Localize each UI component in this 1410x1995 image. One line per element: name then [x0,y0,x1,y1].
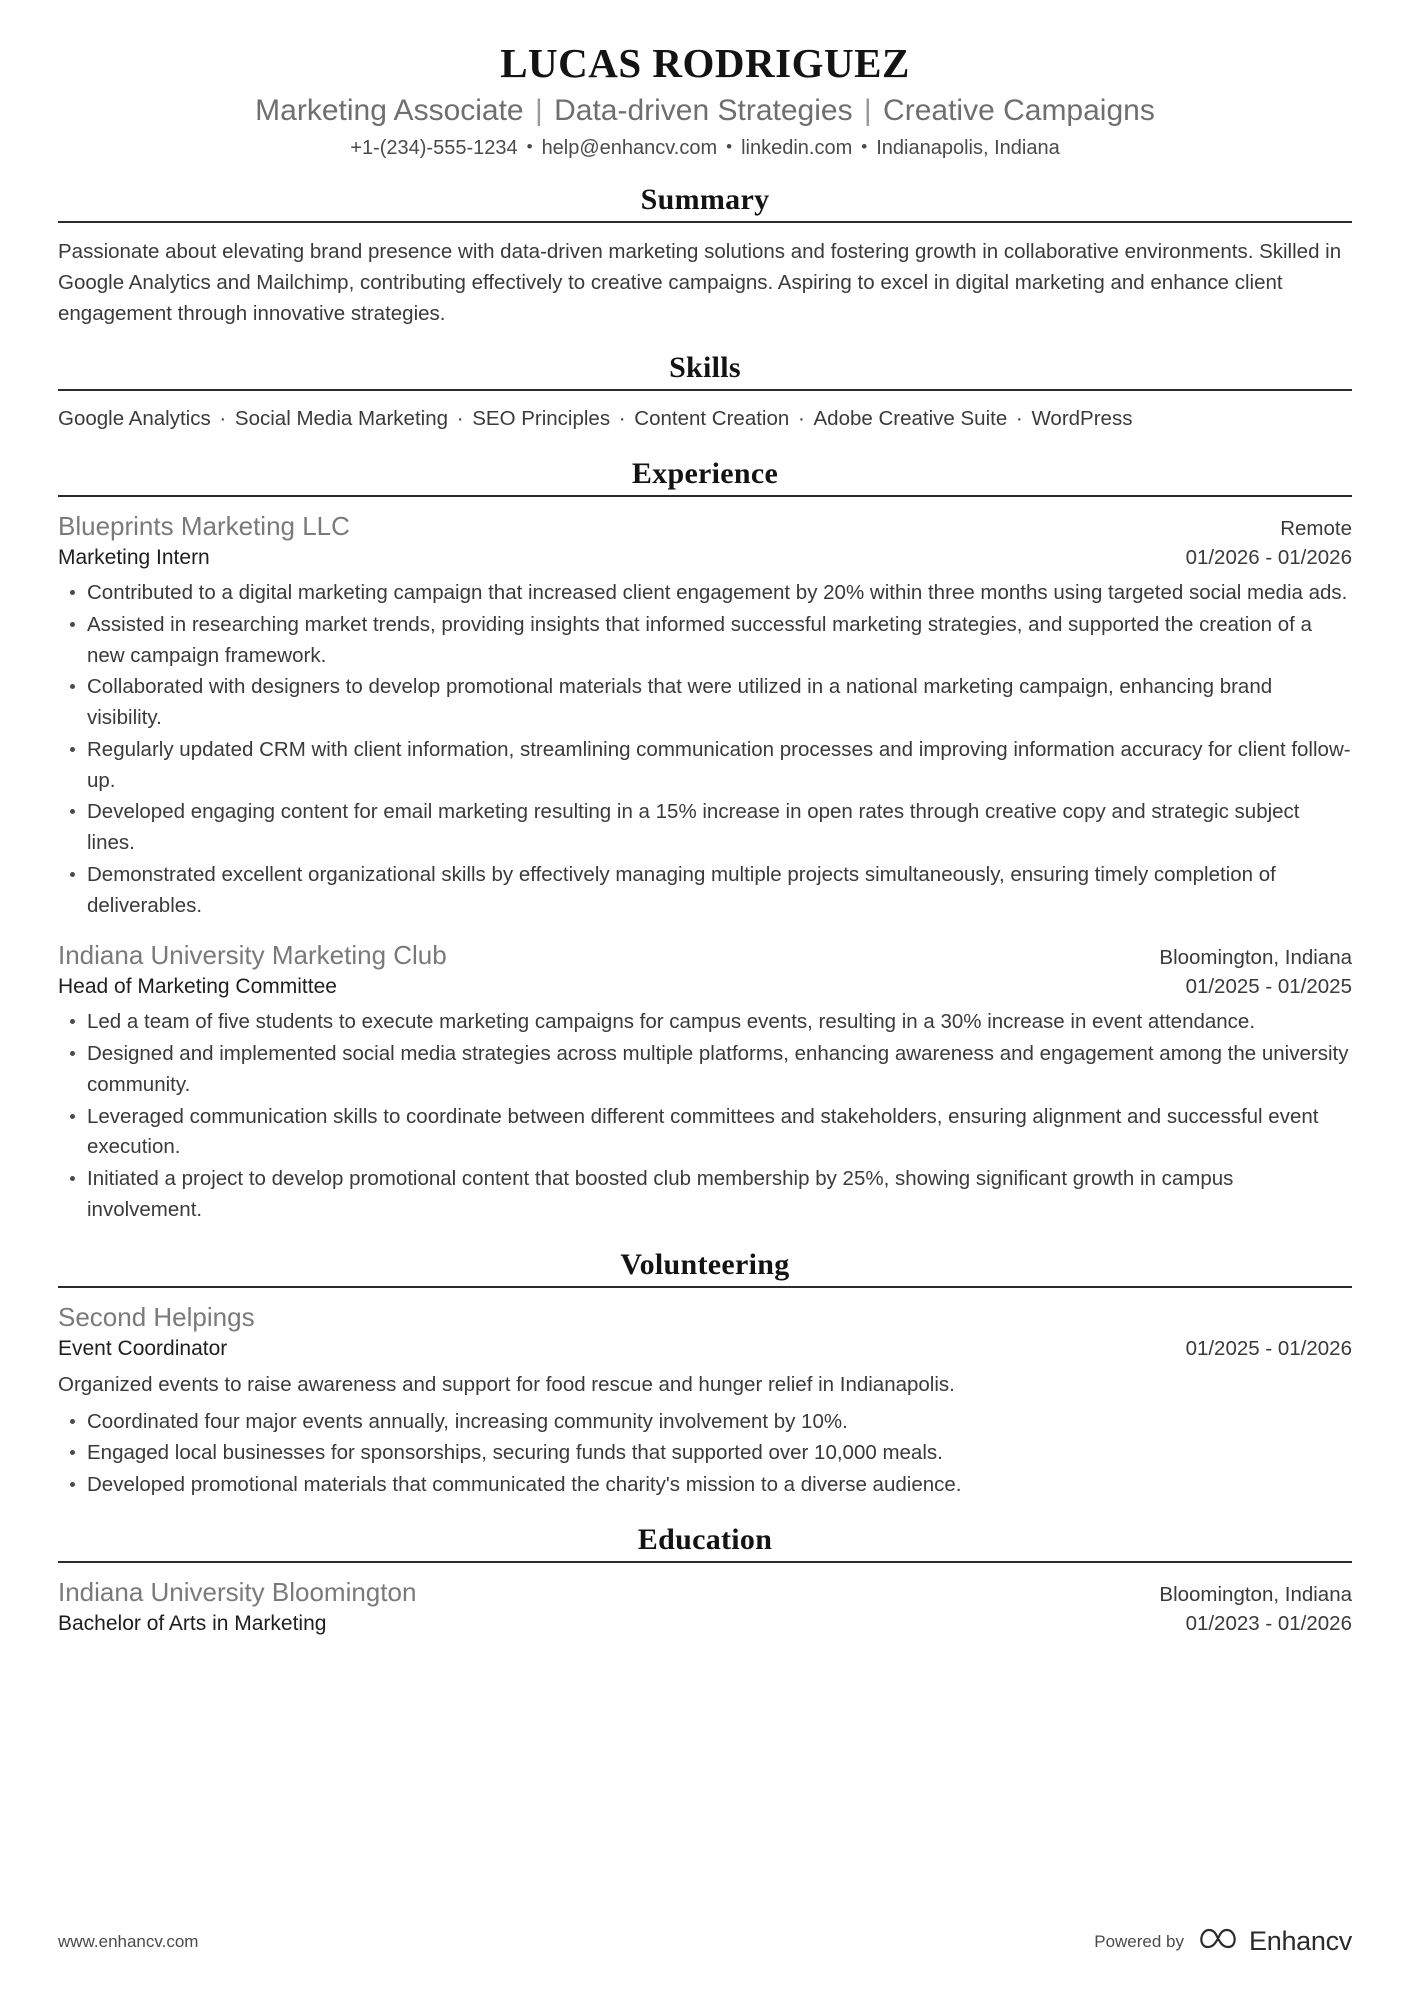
entry-header-row [58,510,1352,544]
contact-separator-dot: • [726,136,733,156]
section-title-education: Education [637,1522,773,1556]
entry-subheader-row [58,1610,1352,1638]
entry-bullet-list [58,1407,1352,1501]
skill-item: Adobe Creative Suite [813,407,1008,431]
entry-bullet: Demonstrated excellent organizational skills by effectively managing multiple projects simultaneously, ensuring timely completion of deliverables. [58,860,1352,922]
contact-separator-dot: • [861,136,868,156]
page-footer [58,1926,1352,1957]
contact-location: Indianapolis, Indiana [876,136,1060,159]
tagline-separator: | [855,94,881,128]
entry-dates: 01/2026 - 01/2026 [1185,545,1352,569]
entry-dates: 01/2025 - 01/2025 [1185,975,1352,999]
entry-bullet: Developed engaging content for email marketing resulting in a 15% increase in open rates through creative copy and strategic subject lines. [58,797,1352,859]
entry-location: Bloomington, Indiana [1159,1582,1352,1606]
tagline-part: Marketing Associate [255,94,524,128]
entry-bullet: Contributed to a digital marketing campaign that increased client engagement by 20% within three months using targeted social media ads. [58,578,1352,609]
volunteering-entries [58,1301,1352,1501]
entry-organization: Second Helpings [58,1301,255,1332]
entry-subheader-row [58,973,1352,1001]
entry-bullet: Initiated a project to develop promotional content that boosted club membership by 25%, showing significant growth in campus involvement. [58,1164,1352,1226]
entry-header-row [58,1576,1352,1610]
section-title-skills: Skills [669,351,741,385]
entry-bullet: Engaged local businesses for sponsorships, securing funds that supported over 10,000 meals. [58,1438,1352,1469]
section-title-experience: Experience [631,456,779,490]
skill-item: Google Analytics [58,407,211,431]
entry-role: Bachelor of Arts in Marketing [58,1611,327,1635]
entry [58,1576,1352,1638]
section-divider [58,221,1352,223]
skill-item: WordPress [1031,407,1133,431]
skills-list [58,404,1352,435]
contact-linkedin[interactable]: linkedin.com [741,136,853,159]
skill-item: Social Media Marketing [234,407,448,431]
tagline-part: Creative Campaigns [883,94,1155,128]
entry-bullet-list [58,1007,1352,1225]
entry-subheader-row [58,1335,1352,1363]
skill-separator: · [1010,407,1029,431]
entry-location: Remote [1280,516,1352,540]
powered-by-label: Powered by [1094,1931,1185,1951]
section-divider [58,495,1352,497]
entry-role: Event Coordinator [58,1336,228,1360]
entry-bullet: Designed and implemented social media strategies across multiple platforms, enhancing awareness and engagement among the university community. [58,1039,1352,1101]
entry-bullet: Collaborated with designers to develop promotional materials that were utilized in a national marketing campaign, enhancing brand visibility. [58,672,1352,734]
entry-bullet: Coordinated four major events annually, increasing community involvement by 10%. [58,1407,1352,1438]
skill-separator: · [792,407,811,431]
entry [58,510,1352,921]
enhancv-wordmark: Enhancv [1249,1926,1352,1956]
skill-separator: · [451,407,470,431]
footer-website-link[interactable]: www.enhancv.com [58,1931,199,1951]
entry-subheader-row [58,544,1352,572]
skill-item: SEO Principles [472,407,611,431]
section-experience [58,457,1352,1226]
entry [58,939,1352,1225]
contact-phone: +1-(234)-555-1234 [350,136,518,159]
section-divider [58,389,1352,391]
entry-organization: Indiana University Bloomington [58,1576,417,1607]
tagline-separator: | [526,94,552,128]
section-title-volunteering: Volunteering [620,1247,790,1281]
candidate-name: LUCAS RODRIGUEZ [500,40,910,86]
education-entries [58,1576,1352,1638]
resume-header [58,40,1352,161]
entry-bullet: Developed promotional materials that communicated the charity's mission to a diverse audience. [58,1470,1352,1501]
entry-bullet: Regularly updated CRM with client information, streamlining communication processes and improving information accuracy for client follow-up. [58,735,1352,797]
skill-item: Content Creation [634,407,790,431]
skill-separator: · [213,407,232,431]
section-summary [58,183,1352,329]
experience-entries [58,510,1352,1226]
contact-line [58,135,1352,161]
entry-organization: Blueprints Marketing LLC [58,510,350,541]
section-divider [58,1286,1352,1288]
candidate-tagline [58,93,1352,130]
entry-bullet: Leveraged communication skills to coordinate between different committees and stakeholders, ensuring alignment and successful event execution. [58,1102,1352,1164]
footer-branding [1094,1926,1352,1957]
section-divider [58,1561,1352,1563]
entry-bullet-list [58,578,1352,921]
contact-separator-dot: • [526,136,533,156]
entry-header-row [58,1301,1352,1335]
section-volunteering [58,1248,1352,1501]
section-education [58,1523,1352,1638]
skill-separator: · [613,407,632,431]
entry-bullet: Assisted in researching market trends, providing insights that informed successful marketing strategies, and supported the creation of a new campaign framework. [58,610,1352,672]
entry-bullet: Led a team of five students to execute marketing campaigns for campus events, resulting in a 30% increase in event attendance. [58,1007,1352,1038]
section-title-summary: Summary [640,182,770,216]
entry-header-row [58,939,1352,973]
entry-role: Head of Marketing Committee [58,975,337,999]
enhancv-mark-icon [1196,1926,1240,1957]
summary-text: Passionate about elevating brand presence with data-driven marketing solutions and fostering growth in collaborative environments. Skilled in Google Analytics and Mailchimp, contributing effectively to creative campaigns. Aspiring to excel in digital marketing and enhance client engagement through innovative strategies. [58,239,1342,326]
entry-description: Organized events to raise awareness and support for food rescue and hunger relief in Indianapolis. [58,1372,955,1396]
entry-dates: 01/2023 - 01/2026 [1185,1611,1352,1635]
contact-email[interactable]: help@enhancv.com [541,136,718,159]
enhancv-logo [1196,1926,1352,1957]
tagline-part: Data-driven Strategies [554,94,853,128]
entry-dates: 01/2025 - 01/2026 [1185,1336,1352,1360]
entry [58,1301,1352,1501]
entry-role: Marketing Intern [58,545,210,569]
entry-organization: Indiana University Marketing Club [58,940,447,971]
entry-location: Bloomington, Indiana [1159,946,1352,970]
section-skills [58,351,1352,435]
